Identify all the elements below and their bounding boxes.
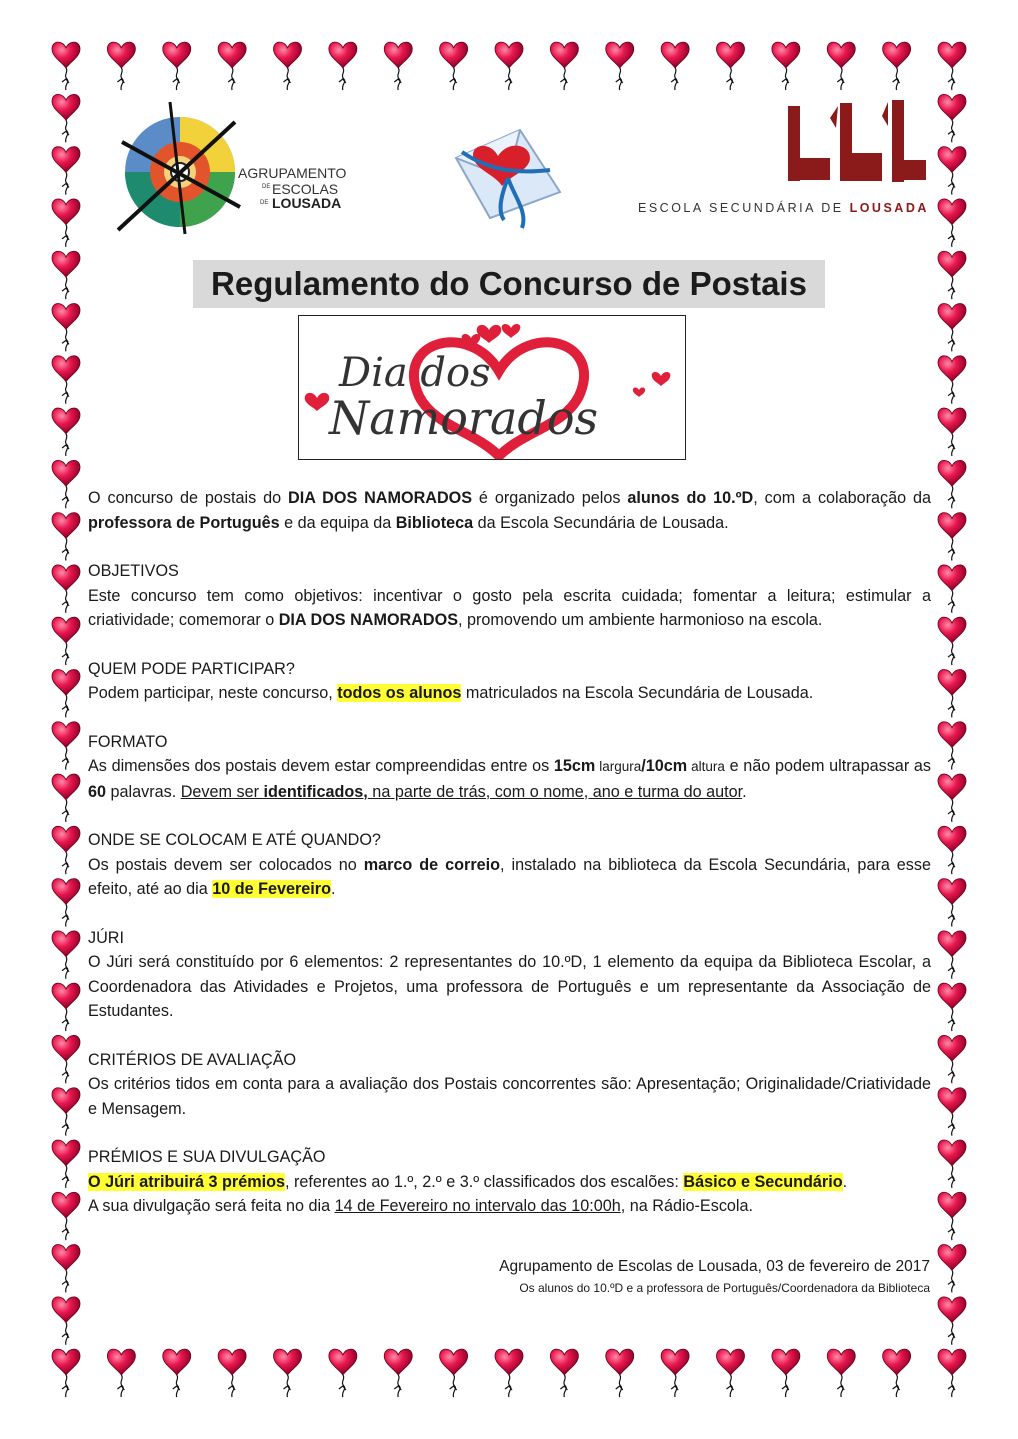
heart-balloon-icon	[938, 356, 966, 404]
heart-balloon-icon	[52, 931, 80, 979]
heart-balloon-icon	[107, 42, 135, 90]
agrupamento-text-1: AGRUPAMENTO	[238, 165, 347, 181]
banner-art	[299, 316, 685, 459]
banner-line-2: Namorados	[329, 391, 599, 445]
svg-text:DE: DE	[260, 200, 269, 206]
heart-balloon-icon	[938, 251, 966, 299]
heart-balloon-icon	[52, 983, 80, 1031]
heart-balloon-icon	[938, 774, 966, 822]
heart-balloon-icon	[938, 460, 966, 508]
heart-balloon-icon	[495, 1349, 523, 1397]
heart-balloon-icon	[938, 722, 966, 770]
svg-text:ESCOLA SECUNDÁRIA DE LOUSADA	[638, 200, 929, 215]
heart-balloon-icon	[883, 42, 911, 90]
objetivos-heading: OBJETIVOS	[88, 562, 179, 580]
heart-balloon-icon	[52, 304, 80, 352]
heart-balloon-icon	[52, 1349, 80, 1397]
heart-balloon-icon	[52, 408, 80, 456]
heart-balloon-icon	[938, 408, 966, 456]
objetivos-paragraph: Este concurso tem como objetivos: incentivar o gosto pela escrita cuidada; fomentar a leitura; estimular a criatividade; comemorar o DIA DOS NAMORADOS, promovendo um ambiente harmonioso na escola.	[88, 586, 931, 629]
heart-balloon-icon	[606, 42, 634, 90]
criterios-heading: CRITÉRIOS DE AVALIAÇÃO	[88, 1050, 297, 1069]
quem-paragraph: Podem participar, neste concurso, todos os alunos matriculados na Escola Secundária de Lousada.	[88, 684, 814, 702]
heart-balloon-icon	[52, 460, 80, 508]
heart-balloon-icon	[938, 42, 966, 90]
heart-balloon-icon	[717, 1349, 745, 1397]
heart-balloon-icon	[550, 42, 578, 90]
heart-balloon-icon	[938, 879, 966, 927]
heart-balloon-icon	[52, 1035, 80, 1083]
heart-balloon-icon	[163, 1349, 191, 1397]
heart-balloon-icon	[938, 94, 966, 142]
premios-paragraph: O Júri atribuirá 3 prémios, referentes ao 1.º, 2.º e 3.º classificados dos escalões: Básico e Secundário.	[88, 1172, 848, 1191]
dia-dos-namorados-banner	[298, 315, 686, 460]
svg-text:DE: DE	[262, 184, 271, 190]
heart-balloon-icon	[938, 669, 966, 717]
heart-balloon-icon	[550, 1349, 578, 1397]
heart-balloon-icon	[107, 1349, 135, 1397]
heart-balloon-icon	[329, 1349, 357, 1397]
heart-balloon-icon	[938, 617, 966, 665]
heart-balloon-icon	[938, 199, 966, 247]
heart-balloon-icon	[52, 356, 80, 404]
heart-balloon-icon	[218, 42, 246, 90]
juri-heading: JÚRI	[88, 928, 124, 947]
heart-balloon-icon	[52, 1297, 80, 1345]
signature-line-1: Agrupamento de Escolas de Lousada, 03 de fevereiro de 2017	[499, 1258, 930, 1275]
heart-balloon-icon	[52, 251, 80, 299]
criterios-paragraph: Os critérios tidos em conta para a avaliação dos Postais concorrentes são: Apresentação; Originalidade/Criatividade e Mensagem.	[88, 1075, 931, 1118]
divulgacao-paragraph: A sua divulgação será feita no dia 14 de Fevereiro no intervalo das 10:00h, na Rádio-Escola.	[88, 1197, 754, 1215]
heart-balloon-icon	[827, 1349, 855, 1397]
heart-balloon-icon	[440, 1349, 468, 1397]
heart-balloon-icon	[384, 42, 412, 90]
heart-balloon-icon	[52, 617, 80, 665]
heart-balloon-icon	[938, 983, 966, 1031]
heart-balloon-icon	[329, 42, 357, 90]
heart-balloon-icon	[52, 94, 80, 142]
heart-balloon-icon	[52, 199, 80, 247]
escola-name: LOUSADA	[849, 201, 929, 215]
heart-balloon-icon	[52, 147, 80, 195]
heart-balloon-icon	[52, 774, 80, 822]
banner-line-1: Dia dos	[339, 350, 491, 396]
heart-balloon-icon	[827, 42, 855, 90]
intro-paragraph: O concurso de postais do DIA DOS NAMORADOS é organizado pelos alunos do 10.ºD, com a colaboração da professora de Português e da equipa da Biblioteca da Escola Secundária de Lousada.	[88, 489, 932, 532]
heart-balloon-icon	[938, 1088, 966, 1136]
signature-line-2: Os alunos do 10.ºD e a professora de Português/Coordenadora da Biblioteca	[519, 1281, 930, 1295]
heart-balloon-icon	[772, 1349, 800, 1397]
agrupamento-logo	[110, 100, 360, 235]
heart-balloon-icon	[883, 1349, 911, 1397]
onde-paragraph: Os postais devem ser colocados no marco de correio, instalado na biblioteca da Escola Secundária, para esse efeito, até ao dia 10 de Fevereiro.	[88, 855, 931, 898]
agrupamento-text-2: ESCOLAS	[272, 181, 339, 197]
heart-balloon-icon	[938, 1192, 966, 1240]
heart-balloon-icon	[384, 1349, 412, 1397]
heart-balloon-icon	[495, 42, 523, 90]
heart-balloon-icon	[661, 42, 689, 90]
agrupamento-text-3: LOUSADA	[272, 195, 342, 211]
envelope-heart-icon	[438, 100, 578, 240]
heart-balloon-icon	[938, 513, 966, 561]
heart-balloon-icon	[52, 1245, 80, 1293]
heart-balloon-icon	[938, 1035, 966, 1083]
heart-balloon-icon	[52, 1088, 80, 1136]
heart-balloon-icon	[52, 565, 80, 613]
heart-balloon-icon	[52, 42, 80, 90]
heart-balloon-icon	[274, 42, 302, 90]
heart-balloon-icon	[274, 1349, 302, 1397]
heart-balloon-icon	[938, 1140, 966, 1188]
heart-balloon-icon	[938, 1349, 966, 1397]
heart-balloon-icon	[938, 1245, 966, 1293]
heart-balloon-icon	[52, 879, 80, 927]
quem-heading: QUEM PODE PARTICIPAR?	[88, 659, 295, 678]
heart-balloon-icon	[218, 1349, 246, 1397]
heart-balloon-icon	[606, 1349, 634, 1397]
premios-heading: PRÉMIOS E SUA DIVULGAÇÃO	[88, 1148, 326, 1166]
escola-prefix: ESCOLA SECUNDÁRIA DE	[638, 201, 850, 215]
heart-balloon-icon	[938, 147, 966, 195]
page-title: Regulamento do Concurso de Postais	[193, 260, 825, 308]
heart-balloon-icon	[938, 826, 966, 874]
heart-balloon-icon	[938, 1297, 966, 1345]
heart-balloon-icon	[938, 931, 966, 979]
formato-heading: FORMATO	[88, 732, 168, 751]
juri-paragraph: O Júri será constituído por 6 elementos: 2 representantes do 10.ºD, 1 elemento da equipa da Biblioteca Escolar, a Coordenadora das Atividades e Projetos, uma professora de Português e um representante da Associação de Estudantes.	[88, 953, 931, 1020]
heart-balloon-icon	[440, 42, 468, 90]
heart-balloon-icon	[52, 513, 80, 561]
heart-balloon-icon	[938, 565, 966, 613]
heart-balloon-icon	[163, 42, 191, 90]
regulation-body	[88, 486, 931, 1219]
signature-block	[499, 1256, 930, 1298]
onde-heading: ONDE SE COLOCAM E ATÉ QUANDO?	[88, 831, 381, 849]
heart-balloon-icon	[52, 1192, 80, 1240]
formato-paragraph: As dimensões dos postais devem estar compreendidas entre os 15cm largura/10cm altura e não podem ultrapassar as 60 palavras. Devem ser identificados, na parte de trás, com o nome, ano e turma do autor.	[88, 757, 931, 801]
heart-balloon-icon	[661, 1349, 689, 1397]
heart-balloon-icon	[52, 669, 80, 717]
escola-secundaria-logo	[630, 98, 930, 223]
heart-balloon-icon	[772, 42, 800, 90]
heart-balloon-icon	[52, 826, 80, 874]
heart-balloon-icon	[938, 304, 966, 352]
heart-balloon-icon	[717, 42, 745, 90]
heart-balloon-icon	[52, 1140, 80, 1188]
heart-balloon-icon	[52, 722, 80, 770]
